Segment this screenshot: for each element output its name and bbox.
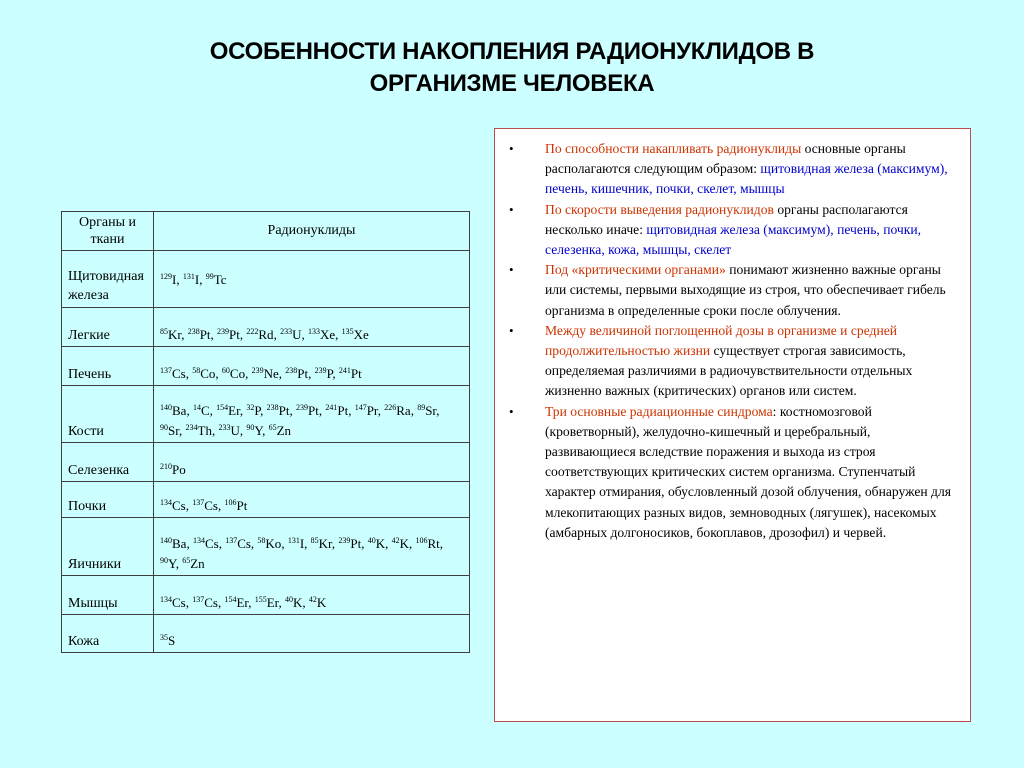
table-row bbox=[62, 386, 470, 443]
note-text: понимают жизненно важные органы или системы, первыми выходящие из строя, что обеспечивает гибель организма в определенные сроки после облучения. bbox=[545, 262, 946, 318]
nuclides-cell: $^{134}$Cs, $^{137}$Cs, $^{154}$Er, $^{155}$Er, $^{40}$K, $^{42}$K bbox=[154, 576, 470, 615]
table-row bbox=[62, 308, 470, 347]
radionuclide-table bbox=[61, 211, 470, 653]
mass-number: 234 bbox=[185, 423, 198, 432]
notes-panel bbox=[494, 128, 971, 722]
mass-number: 40 bbox=[284, 595, 293, 604]
page-title bbox=[60, 36, 964, 100]
mass-number: 137 bbox=[192, 498, 205, 507]
mass-number: 14 bbox=[192, 403, 201, 412]
mass-number: 129 bbox=[160, 271, 172, 281]
mass-number: 32 bbox=[246, 403, 255, 412]
mass-number: 134 bbox=[160, 498, 172, 507]
mass-number: 85 bbox=[310, 536, 319, 545]
mass-number: 239 bbox=[217, 327, 230, 336]
nuclides-cell: $^{129}$I, $^{131}$I, $^{99}$Tc bbox=[154, 251, 470, 308]
organ-cell: Мышцы bbox=[62, 576, 154, 615]
note-text: существует строгая зависимость, определяемая различиями в радиочувствительности отдельных жизненно важных (критических) органов или систем. bbox=[545, 343, 913, 399]
mass-number: 131 bbox=[287, 536, 300, 545]
organ-cell: Яичники bbox=[62, 518, 154, 576]
nuclides-column-header: Радионуклиды bbox=[154, 212, 470, 251]
note-item bbox=[509, 139, 958, 200]
mass-number: 133 bbox=[307, 327, 320, 336]
note-highlight: Три основные радиационные синдрома bbox=[545, 403, 773, 419]
mass-number: 233 bbox=[280, 327, 293, 336]
nuclides-cell: $^{140}$Ba, $^{134}$Cs, $^{137}$Cs, $^{58}$Ko, $^{131}$I, $^{85}$Kr, $^{239}$Pt, $^{40}$K, $^{42}$K, $^{106}$Rt, $^{90}$Y, $^{65}$Zn bbox=[154, 518, 470, 576]
table-row bbox=[62, 576, 470, 615]
note-item bbox=[509, 402, 958, 543]
mass-number: 65 bbox=[268, 423, 277, 432]
mass-number: 106 bbox=[415, 536, 428, 545]
mass-number: 239 bbox=[338, 536, 351, 545]
page-title-line-2: ОРГАНИЗМЕ ЧЕЛОВЕКА bbox=[369, 70, 655, 97]
note-item bbox=[509, 321, 958, 402]
organ-column-header: Органы и ткани bbox=[62, 212, 154, 251]
mass-number: 89 bbox=[417, 403, 426, 412]
mass-number: 210 bbox=[160, 462, 172, 471]
bullet-icon: • bbox=[509, 201, 514, 217]
nuclides-cell: $^{85}$Kr, $^{238}$Pt, $^{239}$Pt, $^{222}$Rd, $^{233}$U, $^{133}$Xe, $^{135}$Xe bbox=[154, 308, 470, 347]
organ-cell: Легкие bbox=[62, 308, 154, 347]
note-highlight: По скорости выведения радионуклидов bbox=[545, 201, 774, 217]
note-item bbox=[509, 260, 958, 321]
mass-number: 241 bbox=[338, 366, 351, 375]
note-highlight: Под «критическими органами» bbox=[545, 262, 726, 278]
mass-number: 140 bbox=[160, 403, 172, 412]
mass-number: 137 bbox=[160, 366, 172, 375]
note-text: основные органы располагаются следующим образом: bbox=[545, 141, 906, 177]
mass-number: 85 bbox=[160, 327, 168, 336]
mass-number: 35 bbox=[160, 633, 168, 642]
mass-number: 137 bbox=[192, 595, 205, 604]
mass-number: 140 bbox=[160, 536, 172, 545]
mass-number: 135 bbox=[341, 327, 354, 336]
mass-number: 42 bbox=[308, 595, 317, 604]
mass-number: 99 bbox=[205, 271, 214, 281]
mass-number: 238 bbox=[266, 403, 279, 412]
organ-cell: Кости bbox=[62, 386, 154, 443]
mass-number: 147 bbox=[354, 403, 367, 412]
note-text: органы располагаются несколько иначе: bbox=[545, 201, 908, 237]
table-header-row bbox=[62, 212, 470, 251]
nuclides-cell: $^{137}$Cs, $^{58}$Co, $^{60}$Co, $^{239}$Ne, $^{238}$Pt, $^{239}$P, $^{241}$Pt bbox=[154, 347, 470, 386]
note-highlight: щитовидная железа (максимум), печень, почки, селезенка, кожа, мышцы, скелет bbox=[545, 221, 922, 258]
note-item bbox=[509, 200, 958, 261]
mass-number: 40 bbox=[367, 536, 376, 545]
nuclides-cell: $^{140}$Ba, $^{14}$C, $^{154}$Er, $^{32}$P, $^{238}$Pt, $^{239}$Pt, $^{241}$Pt, $^{147}$Pr, $^{226}$Ra, $^{89}$Sr, $^{90}$Sr, $^{234}$Th, $^{233}$U, $^{90}$Y, $^{65}$Zn bbox=[154, 386, 470, 443]
organ-cell: Печень bbox=[62, 347, 154, 386]
nuclides-cell: $^{210}$Po bbox=[154, 443, 470, 482]
mass-number: 239 bbox=[314, 366, 327, 375]
mass-number: 90 bbox=[246, 423, 255, 432]
note-highlight: щитовидная железа (максимум), печень, кишечник, почки, скелет, мышцы bbox=[545, 161, 948, 197]
mass-number: 60 bbox=[221, 366, 230, 375]
mass-number: 134 bbox=[160, 595, 172, 604]
mass-number: 90 bbox=[160, 423, 168, 432]
note-highlight: По способности накапливать радионуклиды bbox=[545, 141, 802, 156]
mass-number: 42 bbox=[391, 536, 400, 545]
table-row bbox=[62, 482, 470, 518]
mass-number: 233 bbox=[218, 423, 231, 432]
mass-number: 155 bbox=[254, 595, 267, 604]
mass-number: 241 bbox=[325, 403, 338, 412]
organ-cell: Селезенка bbox=[62, 443, 154, 482]
mass-number: 90 bbox=[160, 556, 168, 565]
mass-number: 238 bbox=[187, 327, 200, 336]
mass-number: 239 bbox=[251, 366, 264, 375]
nuclides-cell: $^{134}$Cs, $^{137}$Cs, $^{106}$Pt bbox=[154, 482, 470, 518]
mass-number: 239 bbox=[296, 403, 309, 412]
mass-number: 226 bbox=[384, 403, 397, 412]
mass-number: 154 bbox=[216, 403, 229, 412]
bullet-icon: • bbox=[509, 403, 514, 419]
bullet-icon: • bbox=[509, 262, 514, 278]
table-row bbox=[62, 251, 470, 308]
bullet-icon: • bbox=[509, 141, 514, 156]
notes-list bbox=[495, 129, 970, 543]
mass-number: 65 bbox=[182, 556, 191, 565]
mass-number: 137 bbox=[225, 536, 238, 545]
bullet-icon: • bbox=[509, 322, 514, 338]
table-row bbox=[62, 518, 470, 576]
table-row bbox=[62, 443, 470, 482]
mass-number: 238 bbox=[285, 366, 298, 375]
mass-number: 58 bbox=[192, 366, 201, 375]
note-text: : костномозговой (кроветворный), желудочно-кишечный и церебральный, развивающиеся вследствие поражения и выхода из строя соответствующих критических систем организма. Ступенчатый характер отмирания, обусловленный дозой облучения, обнаружен для млекопитающих разных видов, земноводных (лягушек), насекомых (амбарных долгоносиков, бокоплавов, дрозофил) и червей. bbox=[545, 403, 951, 540]
mass-number: 106 bbox=[224, 498, 237, 507]
mass-number: 58 bbox=[257, 536, 266, 545]
table-row bbox=[62, 615, 470, 653]
nuclides-cell: $^{35}$S bbox=[154, 615, 470, 653]
organ-cell: Кожа bbox=[62, 615, 154, 653]
page-title-line-1: ОСОБЕННОСТИ НАКОПЛЕНИЯ РАДИОНУКЛИДОВ В bbox=[209, 38, 815, 65]
table-row bbox=[62, 347, 470, 386]
organ-cell: Щитовидная железа bbox=[62, 251, 154, 308]
note-highlight: Между величиной поглощенной дозы в организме и средней продолжительностью жизни bbox=[545, 322, 898, 359]
organ-cell: Почки bbox=[62, 482, 154, 518]
mass-number: 222 bbox=[246, 327, 259, 336]
mass-number: 154 bbox=[224, 595, 237, 604]
mass-number: 134 bbox=[192, 536, 205, 545]
mass-number: 131 bbox=[182, 271, 195, 281]
